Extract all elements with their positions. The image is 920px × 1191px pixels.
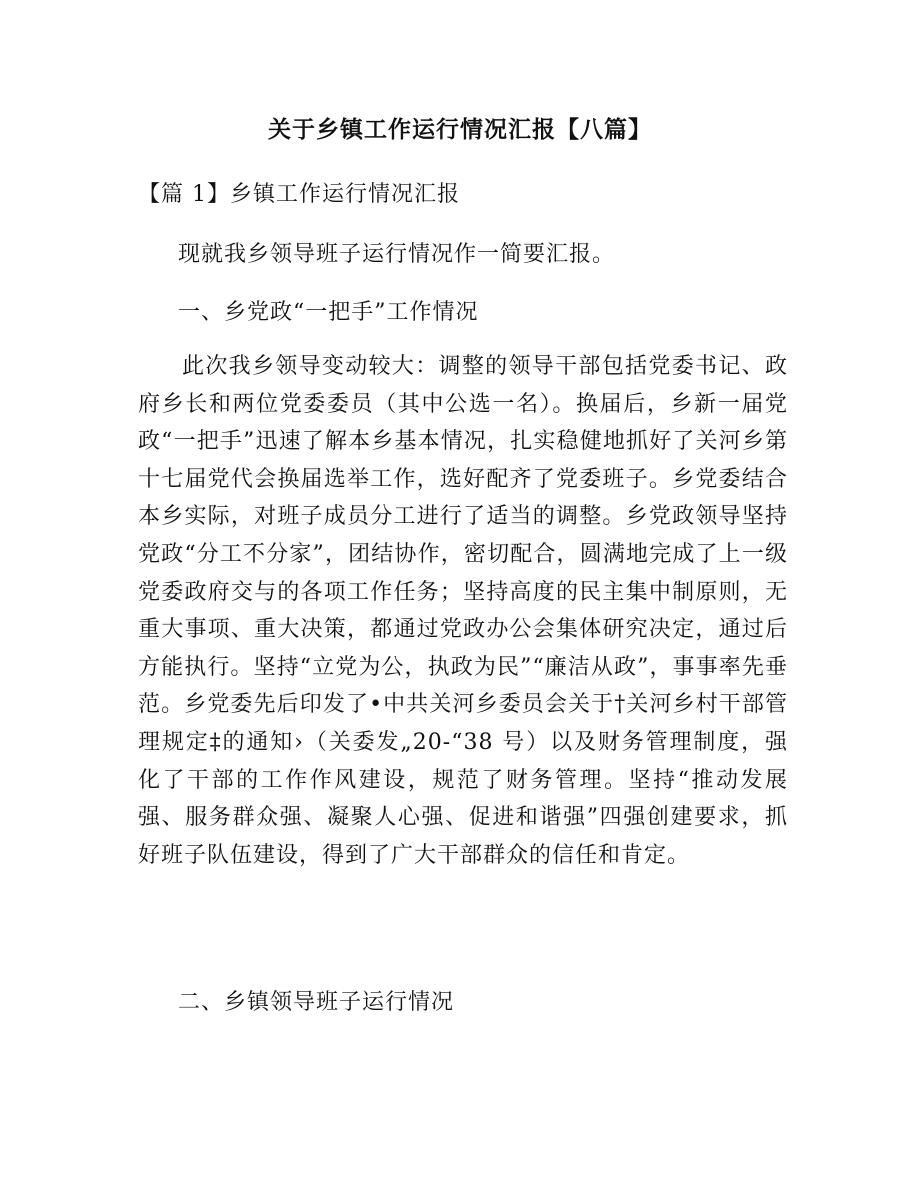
- article-sub-heading: 【篇 1】乡镇工作运行情况汇报: [138, 182, 460, 207]
- document-title: 关于乡镇工作运行情况汇报【八篇】: [268, 117, 652, 143]
- section-1-paragraph: 此次我乡领导变动较大：调整的领导干部包括党委书记、政府乡长和两位党委委员（其中公选一名）。换届后，乡新一届党政“一把手”迅速了解本乡基本情况，扎实稳健地抓好了关河乡第十七届党代会换届选举工作，选好配齐了党委班子。乡党委结合本乡实际，对班子成员分工进行了适当的调整。乡党政领导坚持党政“分工不分家”，团结协作，密切配合，圆满地完成了上一级党委政府交与的各项工作任务；坚持高度的民主集中制原则，无重大事项、重大决策，都通过党政办公会集体研究决定，通过后方能执行。坚持“立党为公，执政为民”“廉洁从政”，事事率先垂范。乡党委先后印发了•中共关河乡委员会关于†关河乡村干部管理规定‡的通知›（关委发„20‐“38 号）以及财务管理制度，强化了干部的工作作风建设，规范了财务管理。坚持“推动发展强、服务群众强、凝聚人心强、促进和谐强”四强创建要求，抓好班子队伍建设，得到了广大干部群众的信任和肯定。: [138, 354, 788, 868]
- intro-sentence: 现就我乡领导班子运行情况作一简要汇报。: [178, 242, 616, 267]
- section-1-heading: 一、乡党政“一把手”工作情况: [178, 300, 479, 325]
- section-2-heading: 二、乡镇领导班子运行情况: [178, 990, 455, 1015]
